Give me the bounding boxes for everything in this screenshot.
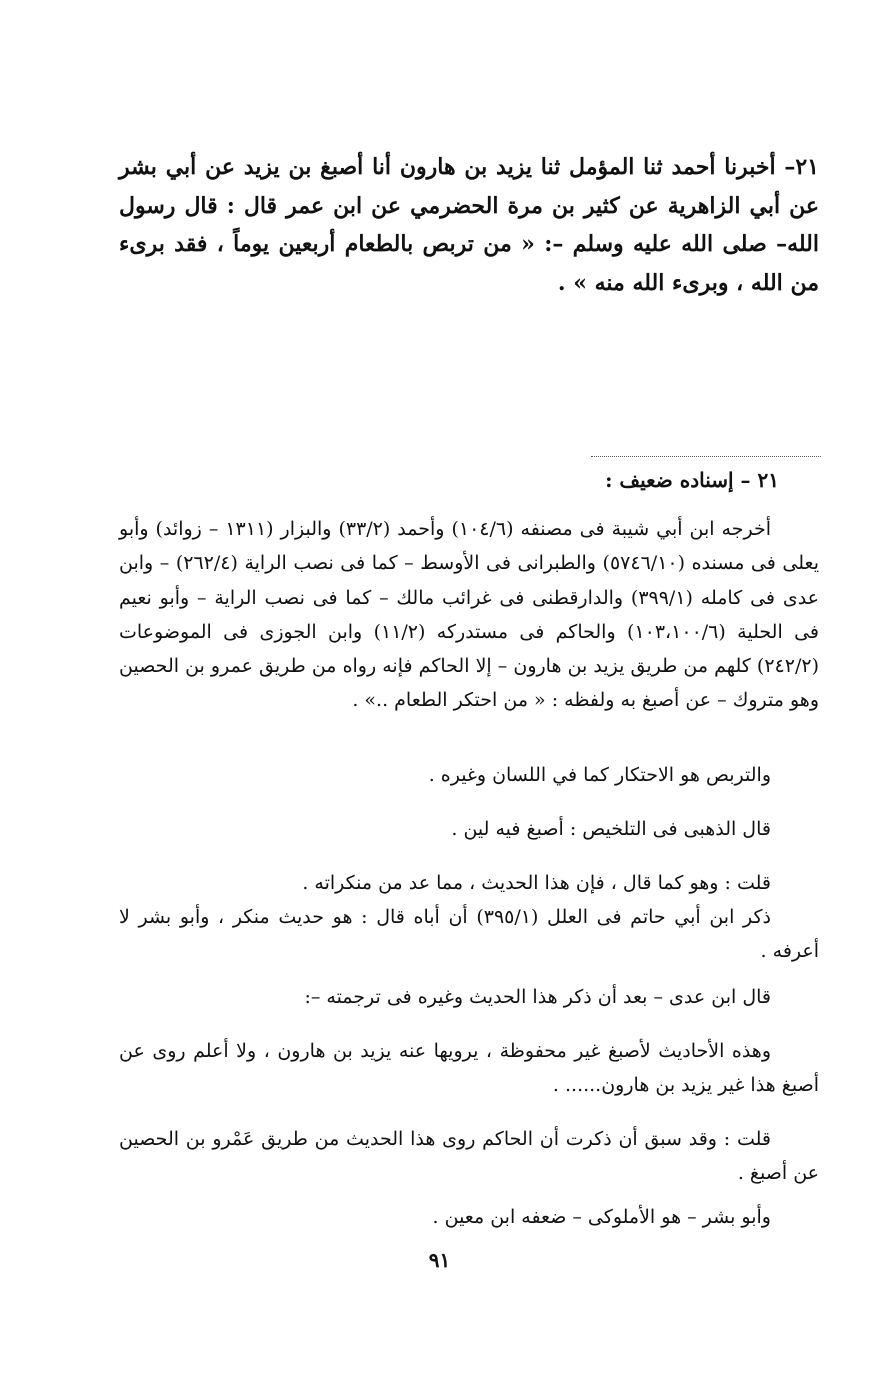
footnote-heading: ٢١ – إسناده ضعيف : xyxy=(605,468,779,492)
footnote-paragraph-tarabbus: والتربص هو الاحتكار كما في اللسان وغيره . xyxy=(428,764,771,786)
footnote-divider xyxy=(591,456,821,457)
footnote-paragraph-qultu-2: قلت : وقد سبق أن ذكرت أن الحاكم روى هذا الحديث من طريق عَمْرو بن الحصين عن أصبغ . xyxy=(119,1128,819,1185)
hadith-text: ٢١– أخبرنا أحمد ثنا المؤمل ثنا يزيد بن هارون أنا أصبغ بن يزيد عن أبي بشر عن أبي الزاهرية عن كثير بن مرة الحضرمي عن ابن عمر قال : قال رسول الله– صلى الله عليه وسلم –: « من تربص بالطعام أربعين يوماً ، فقد برىء من الله ، وبرىء الله منه » . xyxy=(119,154,819,296)
footnote-paragraph-ilal: ذكر ابن أبي حاتم فى العلل (٣٩٥/١) أن أباه قال : هو حديث منكر ، وأبو بشر لا أعرفه . xyxy=(119,906,819,963)
footnote-paragraph-ibn-adi-quote: وهذه الأحاديث لأصبغ غير محفوظة ، يرويها عنه يزيد بن هارون ، ولا أعلم روى عن أصبغ هذا غير يزيد بن هارون...... . xyxy=(119,1040,819,1097)
footnote-paragraph-ibn-adi: قال ابن عدى – بعد أن ذكر هذا الحديث وغيره فى ترجمته –: xyxy=(304,986,771,1008)
page-number: ٩١ xyxy=(428,1248,451,1272)
footnote-paragraph-qultu-1: قلت : وهو كما قال ، فإن هذا الحديث ، مما عد من منكراته . xyxy=(302,872,771,894)
footnote-paragraph-dhahabi: قال الذهبى فى التلخيص : أصبغ فيه لين . xyxy=(451,818,771,840)
footnote-paragraph-sources: أخرجه ابن أبي شيبة فى مصنفه (١٠٤/٦) وأحمد (٣٣/٢) والبزار (١٣١١ – زوائد) وأبو يعلى فى مسنده (٥٧٤٦/١٠) والطبرانى فى الأوسط – كما فى نصب الراية (٢٦٢/٤) – وابن عدى فى كامله (٣٩٩/١) والدارقطنى فى غرائب مالك – كما فى نصب الراية – وأبو نعيم فى الحلية (١٠٣،١٠٠/٦) والحاكم فى مستدركه (١١/٢) وابن الجوزى فى الموضوعات (٢٤٢/٢) كلهم من طريق يزيد بن هارون – إلا الحاكم فإنه رواه من طريق عمرو بن الحصين وهو متروك – عن أصبغ به ولفظه : « من احتكر الطعام ..» . xyxy=(119,518,819,712)
footnote-paragraph-abu-bishr: وأبو بشر – هو الأملوكى – ضعفه ابن معين . xyxy=(432,1206,771,1228)
